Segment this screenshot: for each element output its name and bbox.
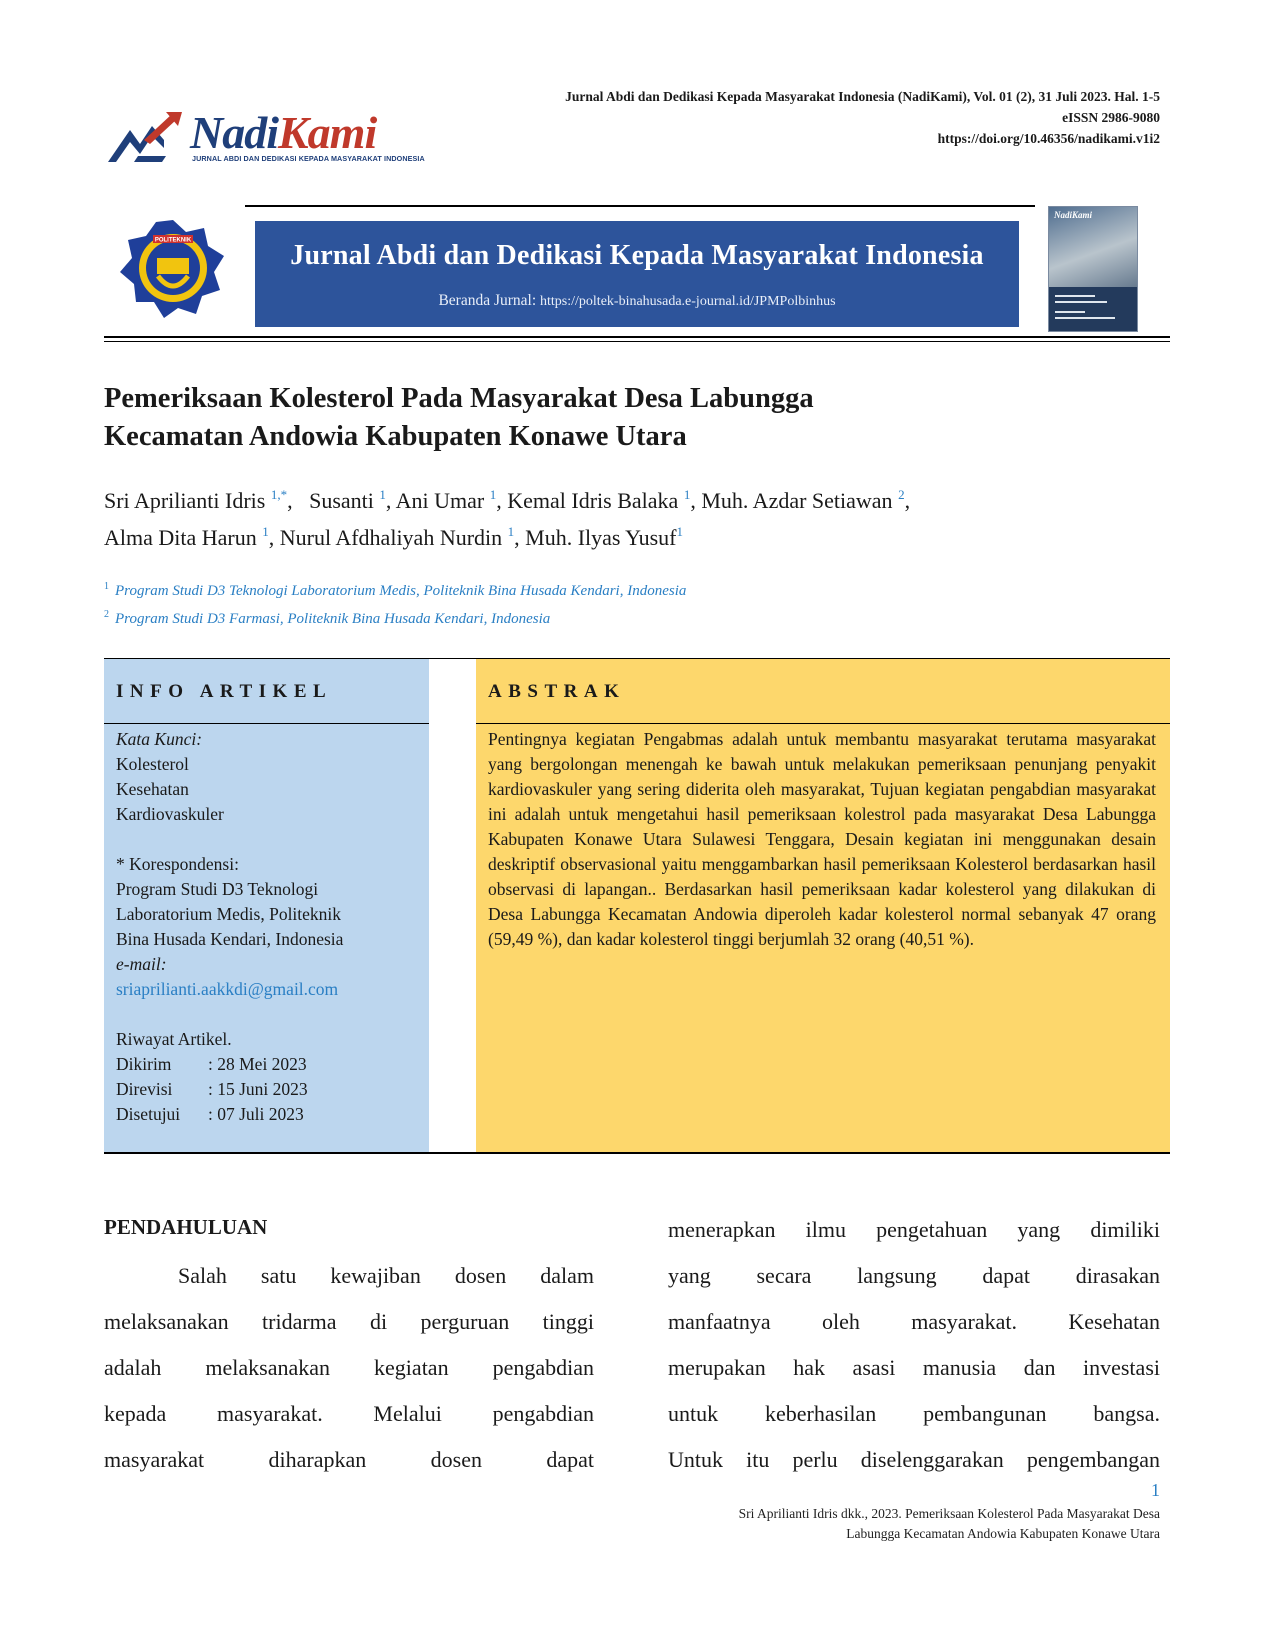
- abstract-heading-rule: [476, 723, 1170, 724]
- politeknik-seal-icon: [120, 218, 226, 318]
- banner-home-link[interactable]: https://poltek-binahusada.e-journal.id/JPMPolbinhus: [540, 294, 836, 309]
- affiliation-item: $^1$ Program Studi D3 Teknologi Laboratorium Medis, Politeknik Bina Husada Kendari, Indonesia: [104, 581, 687, 599]
- correspondence-label: * Korespondensi:: [116, 854, 239, 874]
- author-affil-sup: 1: [676, 524, 683, 539]
- footer-citation: Sri Aprilianti Idris dkk., 2023. Pemeriksaan Kolesterol Pada Masyarakat Desa Labungga Kecamatan Andowia Kabupaten Konawe Utara: [738, 1506, 1160, 1541]
- author-name: Muh. Azdar Setiawan: [701, 488, 899, 513]
- keyword-item: Kolesterol: [116, 754, 189, 774]
- author-name: Muh. Ilyas Yusuf: [525, 525, 677, 550]
- banner-home: [255, 292, 1019, 310]
- author-name: Alma Dita Harun: [104, 525, 263, 550]
- journal-banner: [255, 221, 1019, 327]
- page-number: 1: [1151, 1480, 1160, 1500]
- article-info-body: [116, 727, 343, 1127]
- author-affil-sup: 2: [898, 487, 905, 502]
- history-label: Riwayat Artikel.: [116, 1029, 232, 1049]
- correspondence-line: Bina Husada Kendari, Indonesia: [116, 929, 344, 949]
- author-affil-sup: 1: [489, 487, 497, 502]
- body-line: kepada masyarakat. Melalui pengabdian: [104, 1401, 594, 1426]
- article-info-heading: INFO ARTIKEL: [116, 681, 333, 702]
- author-name: Susanti: [309, 488, 380, 513]
- author-affil-sup: 1: [262, 524, 269, 539]
- author-line: Alma Dita Harun $^1$, Nurul Afdhaliyah Nurdin $^1$, Muh. Ilyas Yusuf$^1$: [104, 524, 683, 550]
- author-name: Sri Aprilianti Idris: [104, 488, 271, 513]
- body-line: masyarakat diharapkan dosen dapat: [104, 1447, 594, 1472]
- keywords-label: Kata Kunci:: [116, 729, 203, 749]
- author-affil-sup: 1,*: [270, 487, 288, 502]
- box-bottom-rule: [104, 1152, 1170, 1154]
- banner-title: Jurnal Abdi dan Dedikasi Kepada Masyarakat Indonesia: [290, 240, 984, 271]
- logo-subtitle: JURNAL ABDI DAN DEDIKASI KEPADA MASYARAKAT INDONESIA: [192, 154, 425, 163]
- history-row: Dikirim : 28 Mei 2023: [116, 1054, 307, 1074]
- banner-top-rule: [245, 205, 1035, 207]
- journal-eissn: eISSN 2986-9080: [1062, 110, 1160, 125]
- journal-citation: Jurnal Abdi dan Dedikasi Kepada Masyarakat Indonesia (NadiKami), Vol. 01 (2), 31 Juli 2023. Hal. 1-5: [565, 89, 1160, 104]
- body-line: Salah satu kewajiban dosen dalam: [178, 1263, 594, 1288]
- author-affil-sup: 1: [379, 487, 386, 502]
- banner-home-label: Beranda Jurnal:: [438, 292, 537, 309]
- abstract-box: [476, 659, 1170, 1152]
- info-heading-rule: [104, 723, 429, 724]
- author-name: Ani Umar: [395, 488, 490, 513]
- author-name: Nurul Afdhaliyah Nurdin: [279, 525, 508, 550]
- body-column-left: [104, 1253, 594, 1483]
- body-line: merupakan hak asasi manusia dan investasi: [668, 1355, 1160, 1380]
- body-line: yang secara langsung dapat dirasakan: [668, 1263, 1160, 1288]
- affiliation-item: $^2$ Program Studi D3 Farmasi, Politeknik Bina Husada Kendari, Indonesia: [104, 609, 551, 627]
- paper-title: [104, 380, 814, 456]
- seal-label: POLITEKNIK: [154, 237, 192, 244]
- author-list: [104, 479, 910, 553]
- author-affil-sup: 1: [507, 524, 515, 539]
- cover-bottom-band: [1049, 287, 1137, 331]
- nadikami-logo: [108, 107, 425, 168]
- abstract-heading: ABSTRAK: [488, 681, 626, 702]
- logo-chart-icon: [108, 112, 188, 164]
- body-line: adalah melaksanakan kegiatan pengabdian: [104, 1355, 594, 1380]
- history-row: Disetujui : 07 Juli 2023: [116, 1104, 304, 1124]
- banner-bottom-rule: [104, 336, 1170, 338]
- body-line: manfaatnya oleh masyarakat. Kesehatan: [668, 1309, 1160, 1334]
- author-line: Sri Aprilianti Idris $^{1,*}$, Susanti $^1$, Ani Umar $^1$, Kemal Idris Balaka $^1$, Muh. Azdar Setiawan $^2$,: [104, 487, 911, 513]
- affiliation-list: [104, 575, 686, 631]
- journal-cover-thumbnail[interactable]: [1048, 206, 1138, 332]
- abstract-text: Pentingnya kegiatan Pengabmas adalah untuk membantu masyarakat terutama masyarakat yang bergolongan menengah ke bawah untuk melakukan pemeriksaan penunjang penyakit kardiovaskuler yang sering diderita oleh masyarakat, Tujuan kegiatan pengabdian masyarakat ini adalah untuk mengetahui hasil pemeriksaan kolestrol pada masyarakat Desa Labungga Kabupaten Konawe Utara Sulawesi Tenggara, Desain kegiatan ini menggunakan desain deskriptif observasional yaitu menggambarkan hasil pemeriksaan Kolesterol berdasarkan hasil observasi di lapangan.. Berdasarkan hasil pemeriksaan kadar kolesterol yang dilakukan di Desa Labungga Kecamatan Andowia diperoleh kadar kolesterol normal sebanyak 47 orang (59,49 %), dan kadar kolesterol tinggi berjumlah 32 orang (40,51 %).: [488, 729, 1156, 949]
- article-info-box: [104, 659, 429, 1152]
- logo-wordmark: NadiKami: [190, 107, 377, 158]
- author-affil-sup: 1: [683, 487, 691, 502]
- email-link[interactable]: sriaprilianti.aakkdi@gmail.com: [116, 979, 339, 999]
- cover-title: NadiKami: [1054, 210, 1093, 220]
- email-label: e-mail:: [116, 954, 167, 974]
- author-name: Kemal Idris Balaka: [507, 488, 684, 513]
- journal-meta: [565, 86, 1160, 149]
- history-row: Direvisi : 15 Juni 2023: [116, 1079, 308, 1099]
- body-line: untuk keberhasilan pembangunan bangsa.: [668, 1401, 1160, 1426]
- correspondence-line: Laboratorium Medis, Politeknik: [116, 904, 342, 924]
- paper-title-line: Pemeriksaan Kolesterol Pada Masyarakat Desa Labungga: [104, 383, 814, 414]
- banner-bottom-rule-thin: [104, 341, 1170, 342]
- body-line: Untuk itu perlu diselenggarakan pengembangan: [668, 1447, 1160, 1472]
- correspondence-line: Program Studi D3 Teknologi: [116, 879, 319, 899]
- body-line: menerapkan ilmu pengetahuan yang dimiliki: [668, 1217, 1160, 1242]
- paper-title-line: Kecamatan Andowia Kabupaten Konawe Utara: [104, 421, 687, 452]
- keyword-item: Kesehatan: [116, 779, 189, 799]
- body-line: melaksanakan tridarma di perguruan tinggi: [104, 1309, 594, 1334]
- keyword-item: Kardiovaskuler: [116, 804, 224, 824]
- section-heading: PENDAHULUAN: [104, 1215, 268, 1239]
- journal-doi-link[interactable]: https://doi.org/10.46356/nadikami.v1i2: [937, 131, 1160, 146]
- body-column-right: [668, 1207, 1160, 1483]
